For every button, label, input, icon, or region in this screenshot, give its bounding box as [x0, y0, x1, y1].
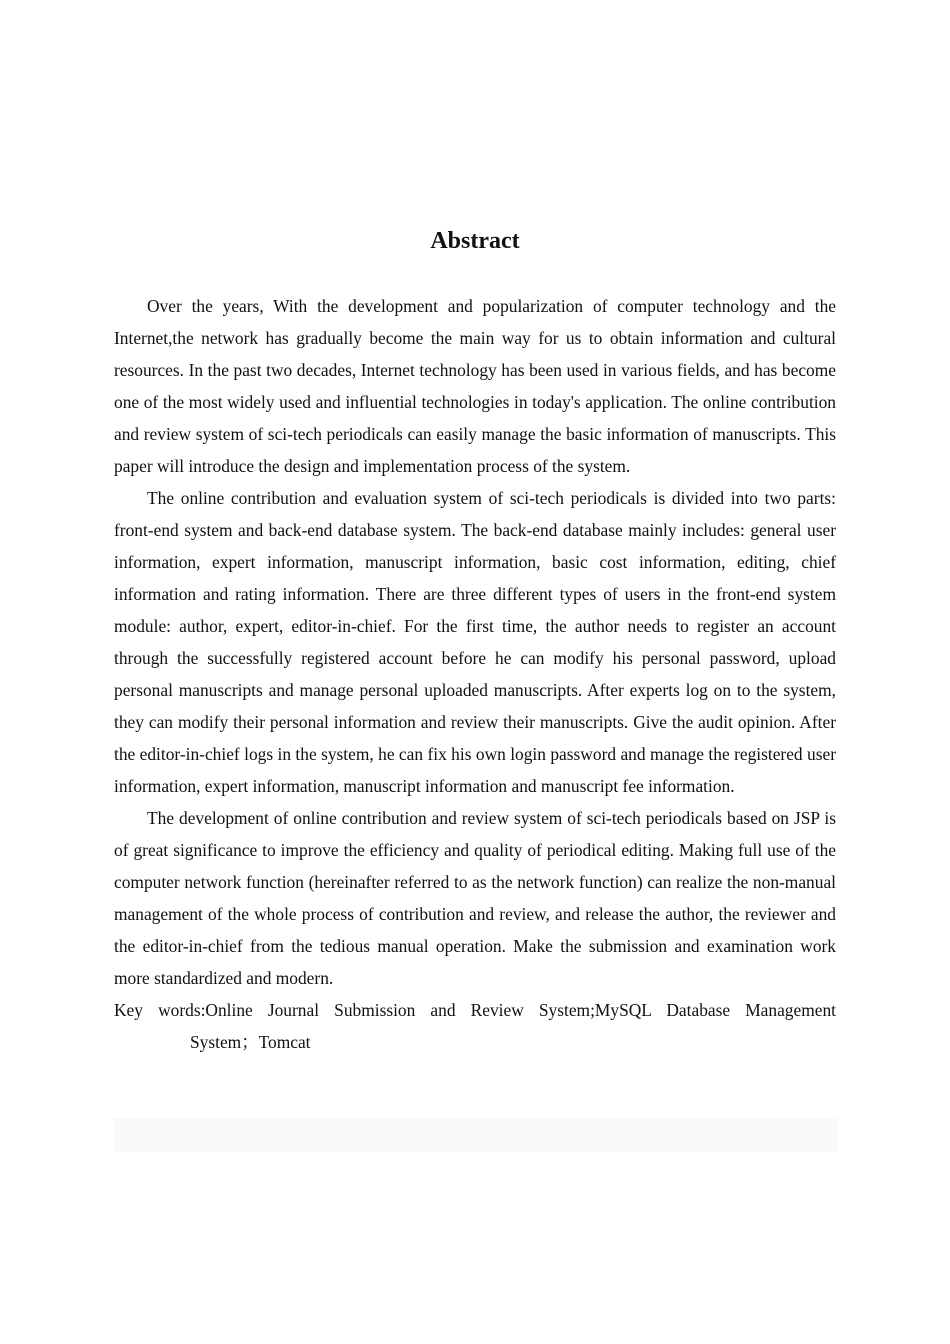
empty-shaded-row — [113, 1118, 837, 1152]
keywords-line-2: System；Tomcat — [190, 1032, 311, 1052]
abstract-paragraph-2: The online contribution and evaluation system of sci-tech periodicals is divided into two parts: front-end system and back-end database system. The back-end database mainly includes: general user information, expert information, manuscript information, basic cost information, editing, chief information and rating information. There are three different types of users in the front-end system module: author, expert, editor-in-chief. For the first time, the author needs to register an account through the successfully registered account before he can modify his personal password, upload personal manuscripts and manage personal uploaded manuscripts. After experts log on to the system, they can modify their personal information and review their manuscripts. Give the audit opinion. After the editor-in-chief logs in the system, he can fix his own login password and manage the registered user information, expert information, manuscript information and manuscript fee information. — [114, 488, 836, 796]
abstract-paragraph-3: The development of online contribution and review system of sci-tech periodicals based on JSP is of great significance to improve the efficiency and quality of periodical editing. Making full use of the computer network function (hereinafter referred to as the network function) can realize the non-manual management of the whole process of contribution and review, and release the author, the reviewer and the editor-in-chief from the tedious manual operation. Make the submission and examination work more standardized and modern. — [114, 808, 836, 988]
abstract-title: Abstract — [430, 228, 520, 254]
abstract-body — [114, 290, 836, 1058]
keywords-line-1: Key words:Online Journal Submission and Review System;MySQL Database Management — [114, 1000, 836, 1020]
abstract-paragraph-1: Over the years, With the development and popularization of computer technology and the Internet,the network has gradually become the main way for us to obtain information and cultural resources. In the past two decades, Internet technology has been used in various fields, and has become one of the most widely used and influential technologies in today's application. The online contribution and review system of sci-tech periodicals can easily manage the basic information of manuscripts. This paper will introduce the design and implementation process of the system. — [114, 296, 836, 476]
